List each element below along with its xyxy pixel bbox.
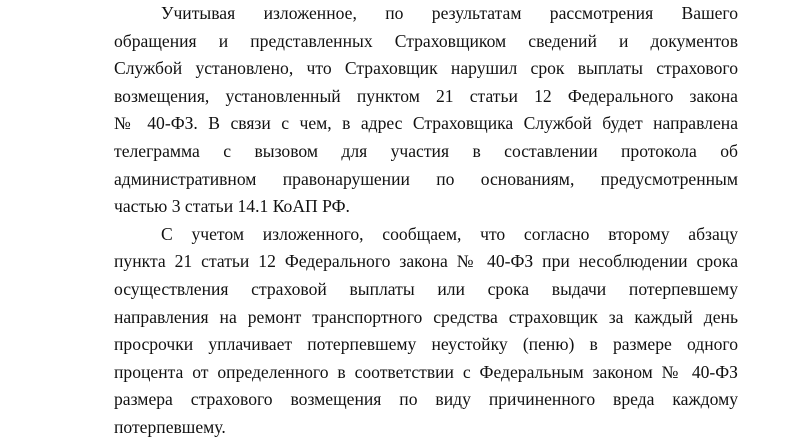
text-line: направления на ремонт транспортного средства страховщик за каждый день — [114, 306, 738, 327]
text-line: обращения и представленных Страховщиком сведений и документов — [114, 30, 738, 51]
text-line: размера страхового возмещения по виду причиненного вреда каждому — [114, 389, 738, 410]
paragraph-penalty-notice — [114, 221, 738, 442]
text-line: № 40-ФЗ. В связи с чем, в адрес Страховщика Службой будет направлена — [114, 113, 738, 134]
paragraph-violation-finding — [114, 0, 738, 221]
text-line: телеграмма с вызовом для участия в составлении протокола об — [114, 140, 738, 161]
document-body — [114, 0, 738, 442]
text-line: административном правонарушении по основаниям, предусмотренным — [114, 168, 738, 189]
text-line: процента от определенного в соответствии с Федеральным законом № 40-ФЗ — [114, 361, 738, 382]
text-line: пункта 21 статьи 12 Федерального закона № 40-ФЗ при несоблюдении срока — [114, 251, 738, 272]
text-line: Службой установлено, что Страховщик нарушил срок выплаты страхового — [114, 58, 738, 79]
text-line: Учитывая изложенное, по результатам рассмотрения Вашего — [161, 3, 738, 23]
text-line: С учетом изложенного, сообщаем, что согласно второму абзацу — [161, 223, 738, 244]
text-line: потерпевшему. — [114, 416, 226, 437]
text-line: возмещения, установленный пунктом 21 статьи 12 Федерального закона — [114, 85, 738, 106]
text-line: осуществления страховой выплаты или срока выдачи потерпевшему — [114, 278, 738, 299]
text-line: просрочки уплачивает потерпевшему неустойку (пеню) в размере одного — [114, 334, 738, 355]
text-line: частью 3 статьи 14.1 КоАП РФ. — [114, 196, 350, 217]
